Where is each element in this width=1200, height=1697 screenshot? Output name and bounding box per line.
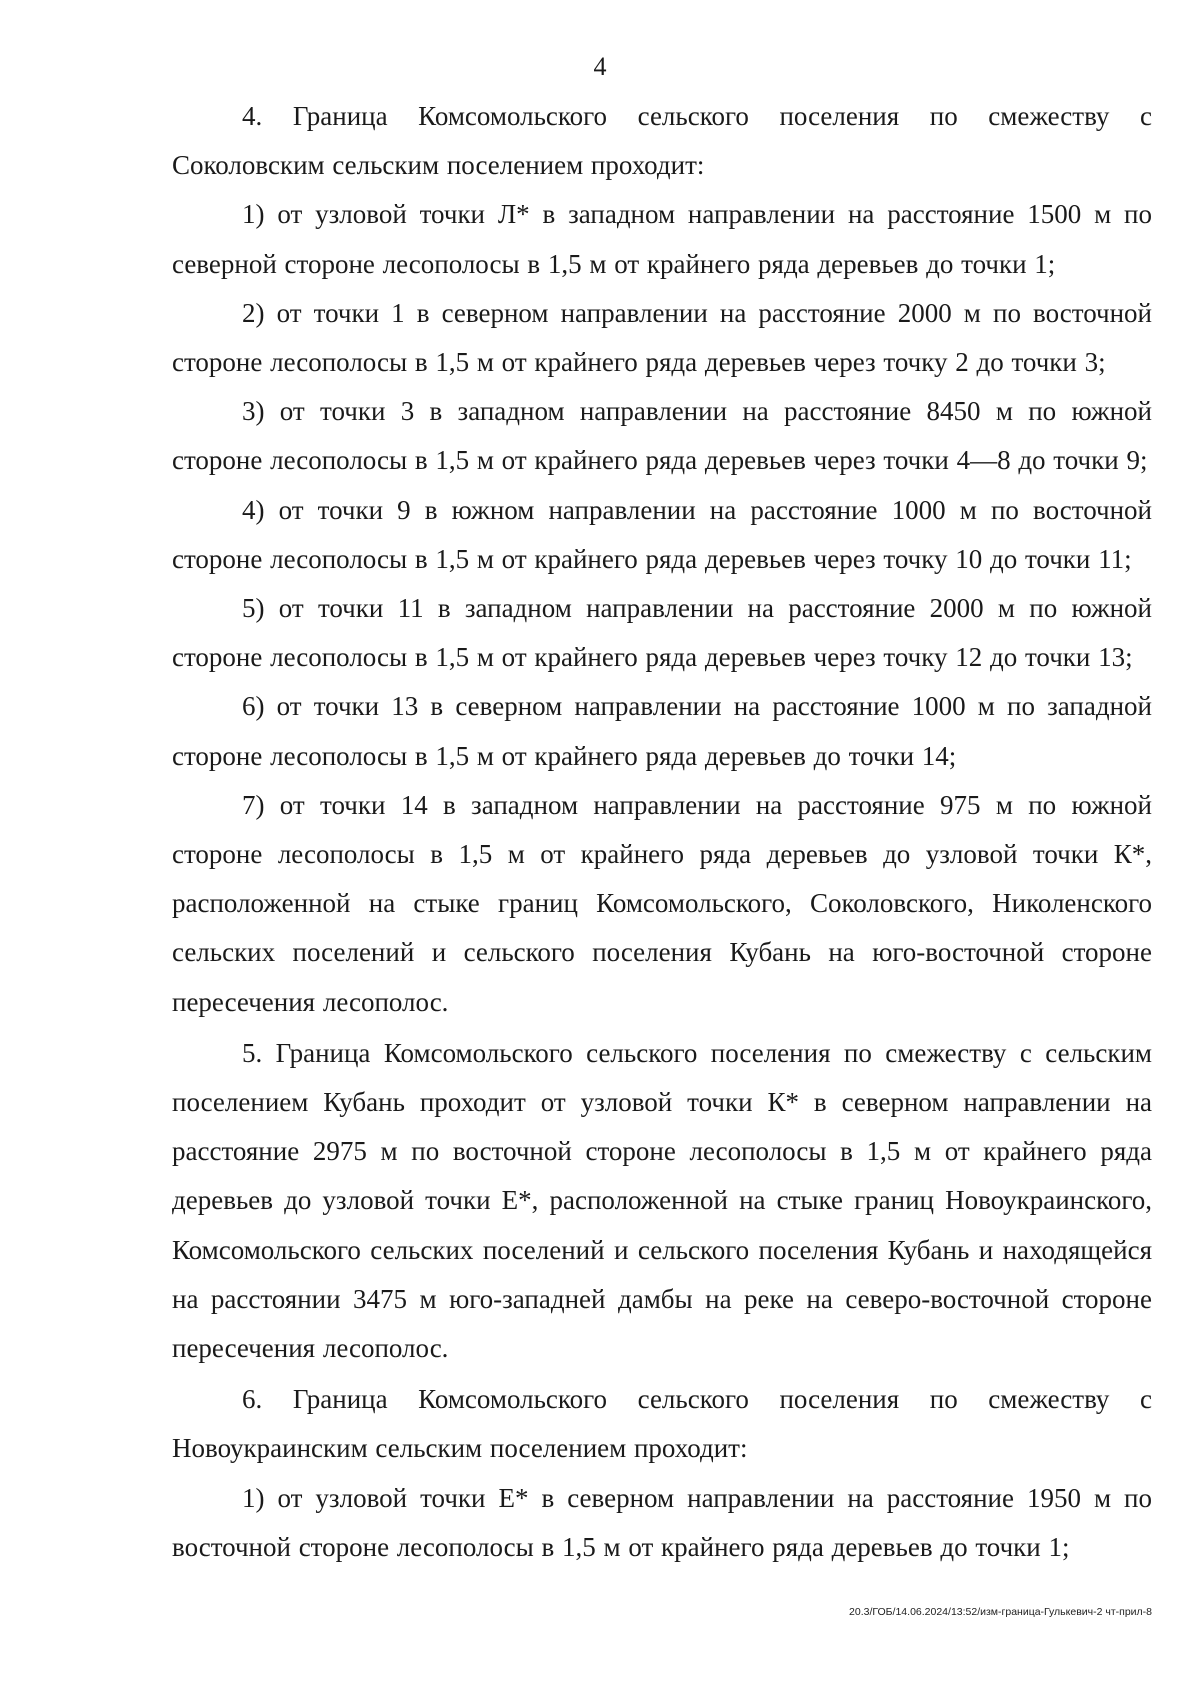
paragraph-item-6-1: 1) от узловой точки Е* в северном направлении на расстояние 1950 м по восточной стороне лесополосы в 1,5 м от крайнего ряда деревьев до точки 1;: [172, 1482, 1152, 1562]
paragraph-item-4-5: 5) от точки 11 в западном направлении на расстояние 2000 м по южной стороне лесополосы в 1,5 м от крайнего ряда деревьев через точку 12 до точки 13;: [172, 593, 1152, 673]
paragraph-item-4-4: 4) от точки 9 в южном направлении на расстояние 1000 м по восточной стороне лесополосы в 1,5 м от крайнего ряда деревьев через точку 10 до точки 11;: [172, 494, 1152, 574]
paragraph-item-4-7: 7) от точки 14 в западном направлении на расстояние 975 м по южной стороне лесополосы в 1,5 м от крайнего ряда деревьев до узловой точки К*, расположенной на стыке границ Комсомольского, Соколовского, Николенского сельских поселений и сельского поселения Кубань на юго-восточной стороне пересечения лесополос.: [172, 789, 1152, 1017]
document-footer-code: 20.3/ГОБ/14.06.2024/13:52/изм-граница-Гулькевич-2 чт-прил-8: [849, 1606, 1152, 1618]
paragraph-item-4-3: 3) от точки 3 в западном направлении на расстояние 8450 м по южной стороне лесополосы в 1,5 м от крайнего ряда деревьев через точки 4—8 до точки 9;: [172, 396, 1152, 476]
paragraph-item-4-6: 6) от точки 13 в северном направлении на расстояние 1000 м по западной стороне лесополосы в 1,5 м от крайнего ряда деревьев до точки 14;: [172, 691, 1152, 771]
document-body: [172, 92, 1152, 1572]
paragraph-section-5: 5. Граница Комсомольского сельского поселения по смежеству с сельским поселением Кубань проходит от узловой точки К* в северном направлении на расстояние 2975 м по восточной стороне лесополосы в 1,5 м от крайнего ряда деревьев до узловой точки Е*, расположенной на стыке границ Новоукраинского, Комсомольского сельских поселений и сельского поселения Кубань и находящейся на расстоянии 3475 м юго-западней дамбы на реке на северо-восточной стороне пересечения лесополос.: [172, 1037, 1152, 1364]
paragraph-item-4-2: 2) от точки 1 в северном направлении на расстояние 2000 м по восточной стороне лесополосы в 1,5 м от крайнего ряда деревьев через точку 2 до точки 3;: [172, 297, 1152, 378]
paragraph-item-4-1: 1) от узловой точки Л* в западном направлении на расстояние 1500 м по северной стороне лесополосы в 1,5 м от крайнего ряда деревьев до точки 1;: [172, 199, 1152, 279]
page-number: 4: [593, 52, 607, 81]
paragraph-section-4-intro: 4. Граница Комсомольского сельского поселения по смежеству с Соколовским сельским поселением проходит:: [172, 101, 1152, 181]
paragraph-section-6-intro: 6. Граница Комсомольского сельского поселения по смежеству с Новоукраинским сельским поселением проходит:: [172, 1384, 1152, 1464]
